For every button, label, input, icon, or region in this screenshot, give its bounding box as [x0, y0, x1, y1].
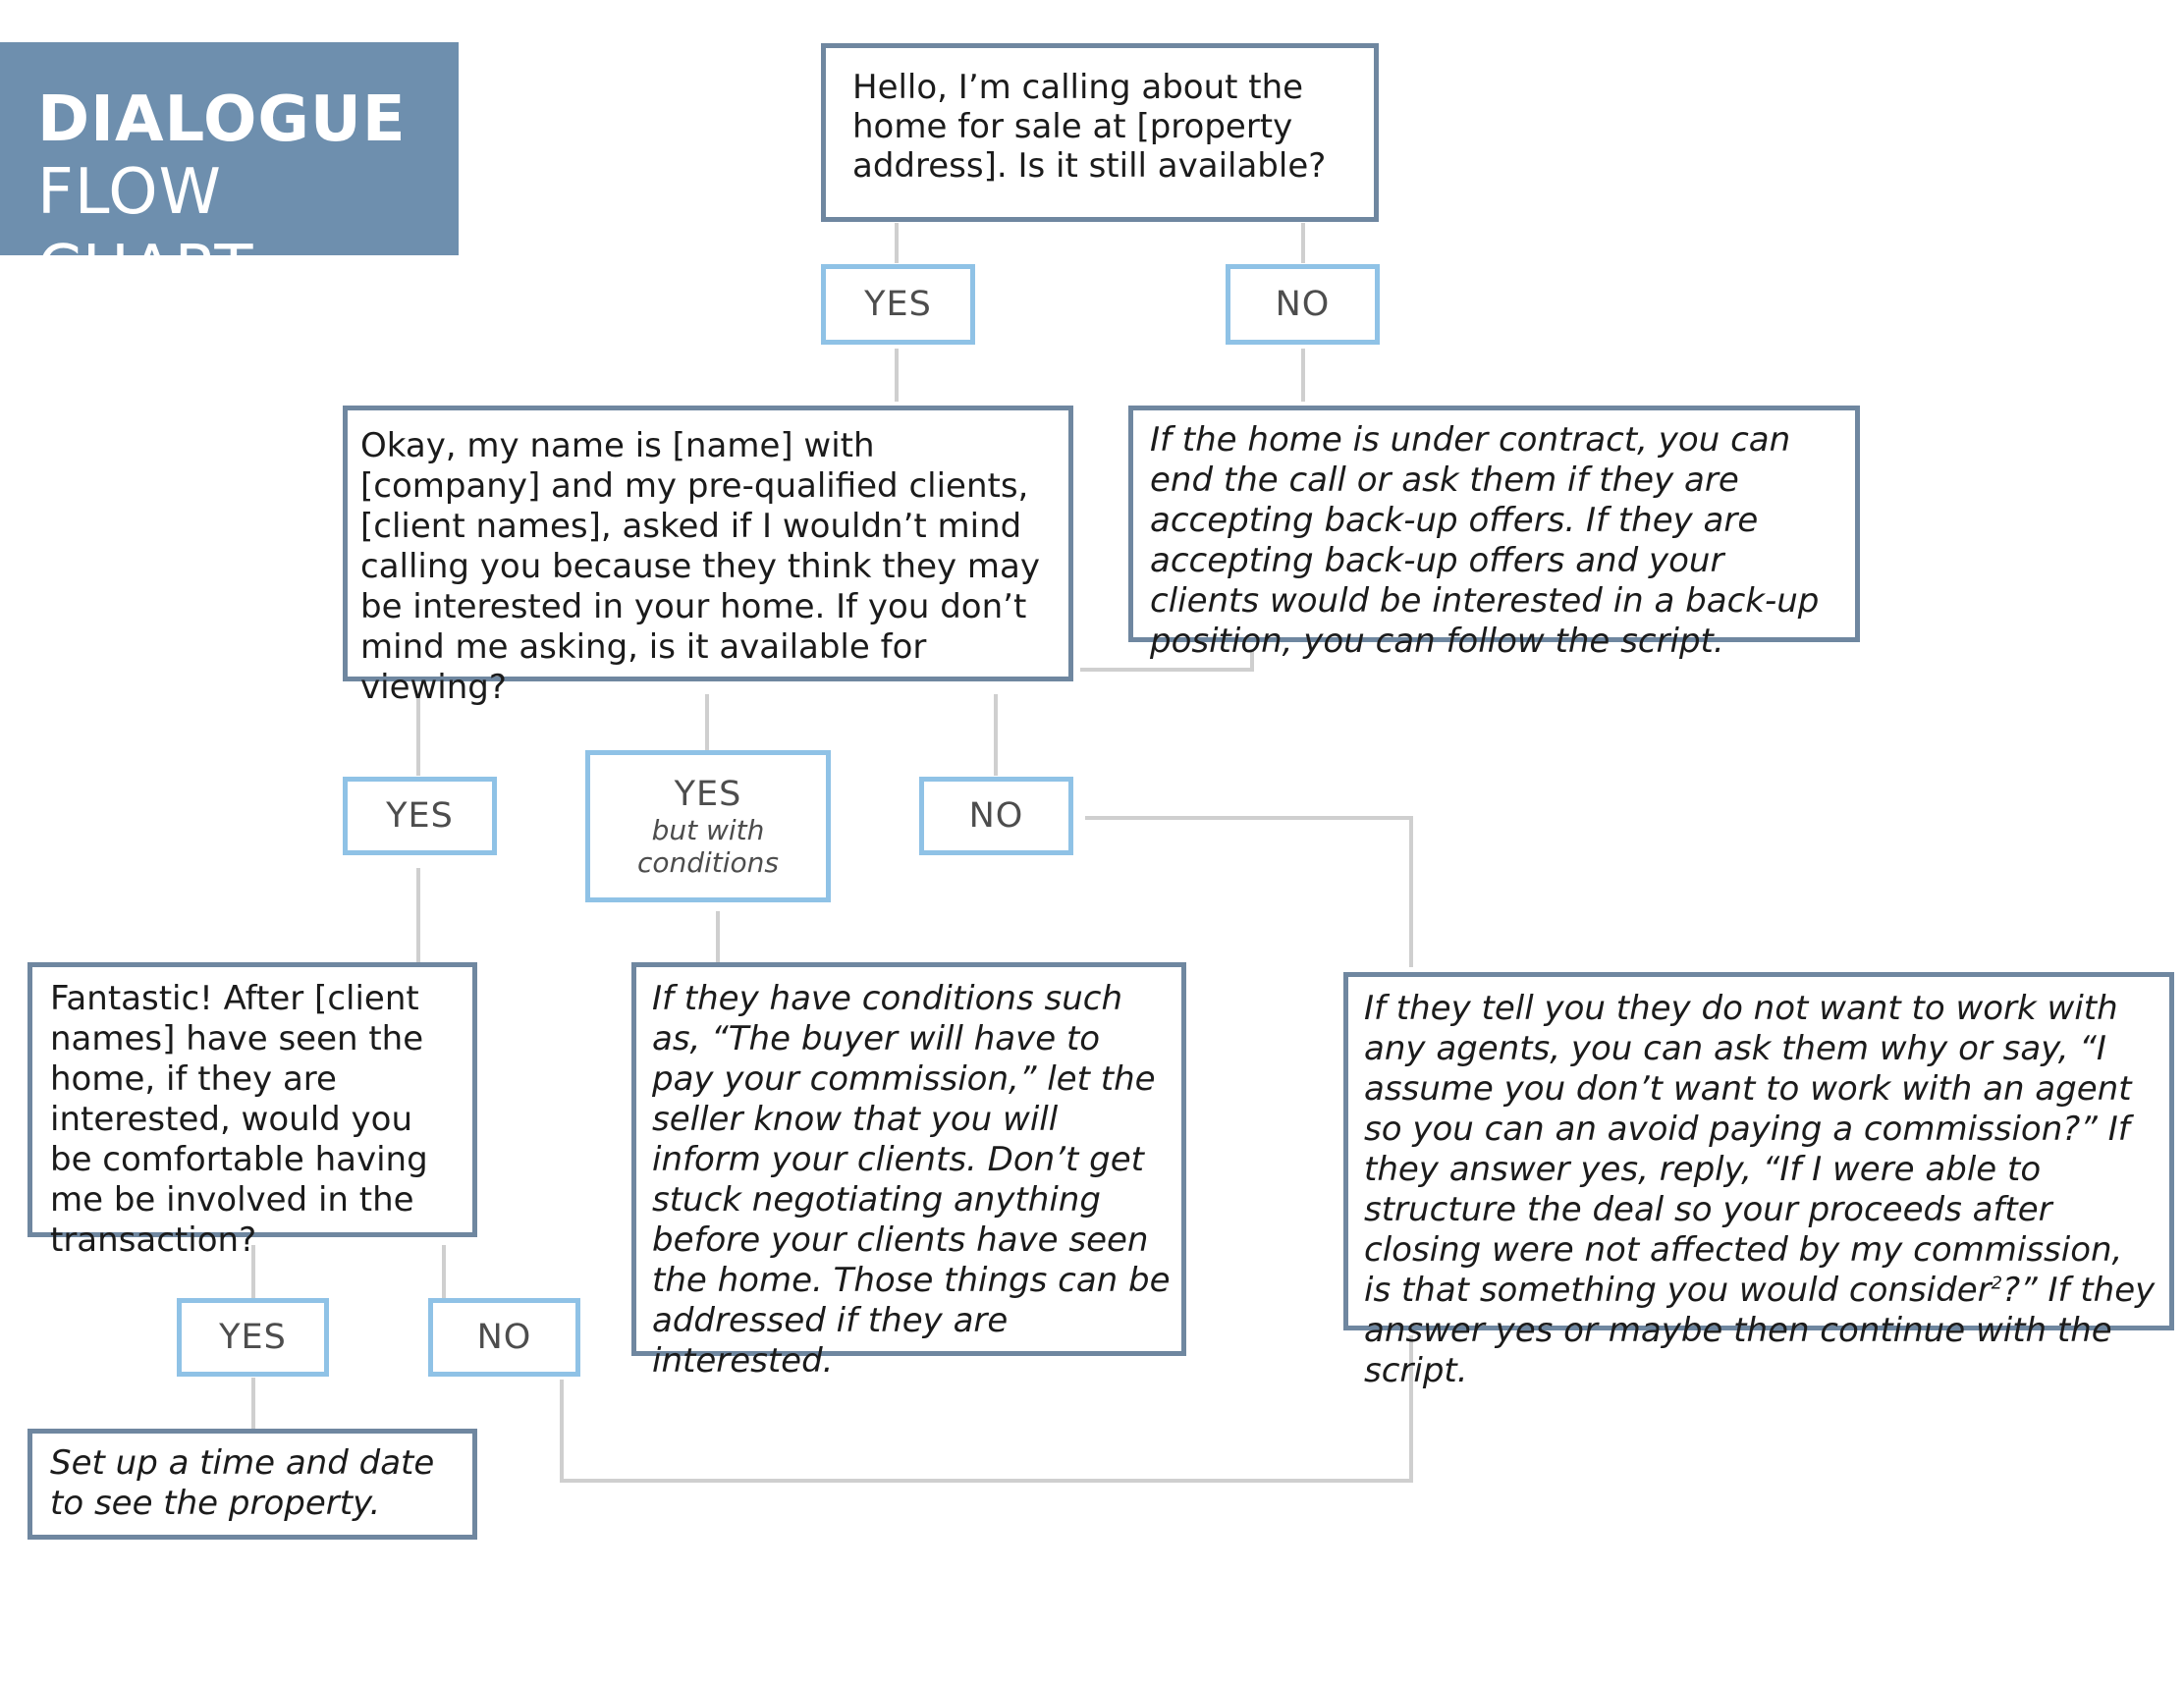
under-contract-box [1128, 406, 1860, 661]
conditions-note-box [631, 962, 1186, 1381]
answer-yes-conditions-sublabel: but with conditions [636, 813, 780, 879]
answer-no-2-label: NO [968, 796, 1024, 836]
title-line-2: FLOW CHART [37, 156, 254, 305]
answer-no-1 [1226, 264, 1380, 345]
answer-yes-3 [177, 1298, 329, 1377]
answer-yes-1 [821, 264, 975, 345]
opening-question-box [821, 43, 1379, 222]
answer-no-2 [919, 777, 1073, 855]
set-up-time-box [27, 1429, 477, 1540]
involvement-question-text: Fantastic! After [client names] have seen the home, if they are interested, would you be comfortable having me be involved in the transaction? [50, 979, 428, 1260]
conditions-note-text: If they have conditions such as, “The buyer will have to pay your commission,” let the seller know that you will inform your clients. Don’t get stuck negotiating anything before your clients have seen the home. Those things can be addressed if they are interested. [652, 979, 1171, 1381]
footnote-marker: 2 [1991, 1273, 2003, 1294]
introduction-text: Okay, my name is [name] with [company] and my pre-qualified clients, [client names], asked if I wouldn’t mind calling you because they think they may be interested in your home. If you don’t mind me asking, is it available for viewing? [360, 426, 1041, 707]
answer-yes-conditions-label: YES [674, 774, 742, 814]
involvement-question-box [27, 962, 477, 1260]
opening-question-text: Hello, I’m calling about the home for sale at [property address]. Is it still available? [852, 68, 1327, 186]
no-agents-note-text: If they tell you they do not want to work with any agents, you can ask them why or say, “I assume you don’t want to work with an agent so you can an avoid paying a commission?” If they answer yes, reply, “If I were able to structure the deal so your proceeds after closing were not affected by my commission, is that something you would consider [1364, 989, 2132, 1310]
answer-yes-2 [343, 777, 497, 855]
answer-yes-with-conditions [585, 750, 831, 902]
set-up-time-text: Set up a time and date to see the property. [50, 1443, 435, 1523]
no-agents-note-box [1343, 972, 2174, 1390]
answer-yes-3-label: YES [219, 1318, 287, 1357]
answer-yes-2-label: YES [386, 796, 454, 836]
introduction-box [343, 406, 1073, 707]
title-line-1: DIALOGUE [37, 83, 407, 156]
title-block [0, 42, 459, 305]
answer-yes-1-label: YES [864, 285, 932, 324]
answer-no-1-label: NO [1275, 285, 1331, 324]
answer-no-3 [428, 1298, 580, 1377]
answer-no-3-label: NO [476, 1318, 532, 1357]
connector-no-to-no-agents-note [1085, 818, 1411, 967]
no-agents-note-text-end: ?” If they answer yes or maybe then continue with the script. [1364, 1271, 2156, 1390]
under-contract-text: If the home is under contract, you can end the call or ask them if they are accepting back-up offers. If they are accepting back-up offers and your clients would be interested in a back-up position, you can follow the script. [1150, 420, 1820, 661]
